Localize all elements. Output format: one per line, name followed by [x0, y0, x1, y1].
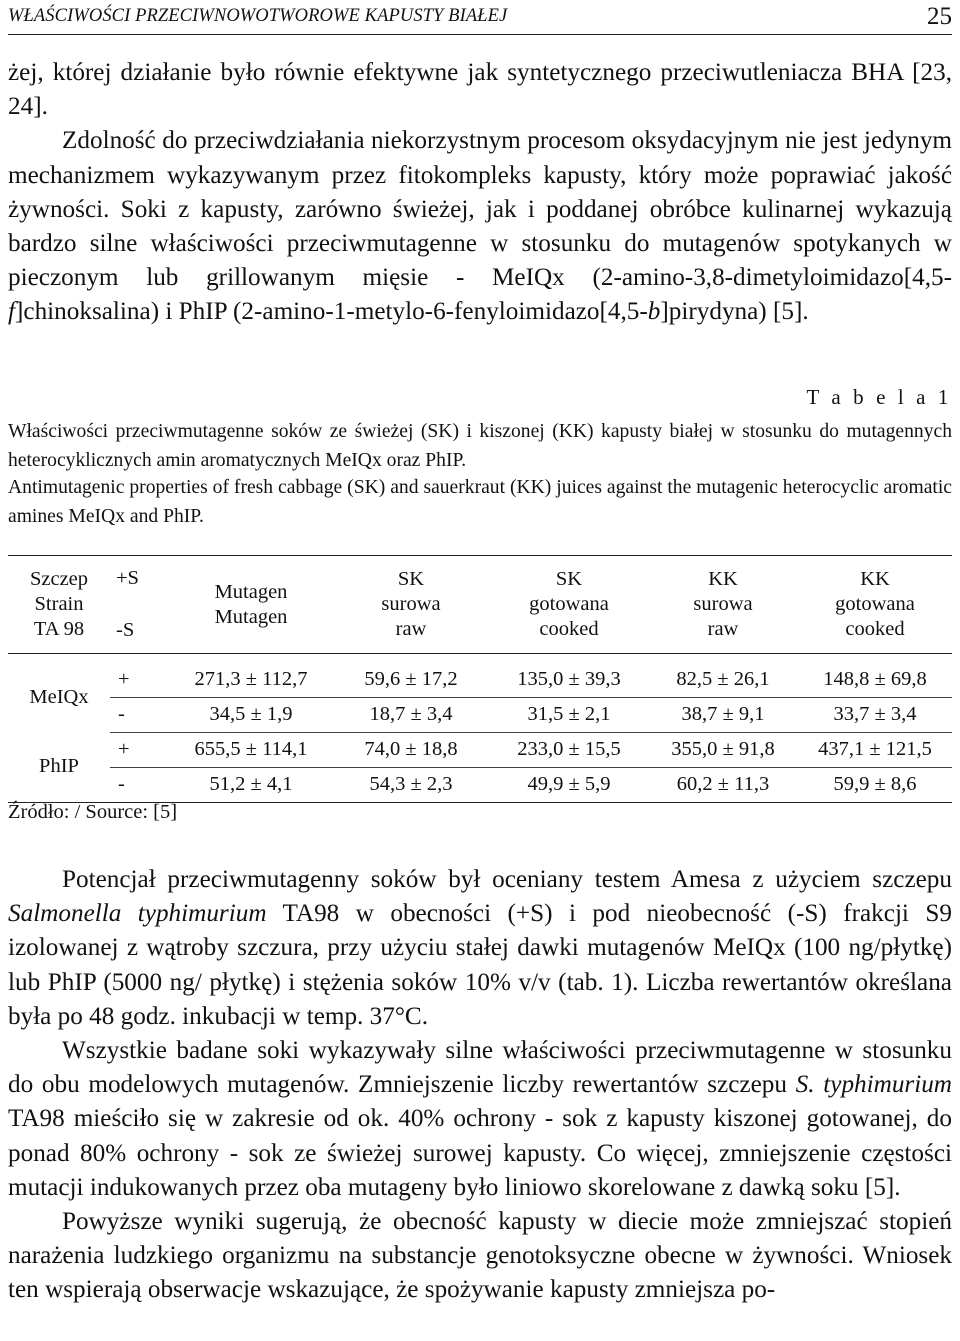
page-number: 25: [927, 3, 952, 30]
table-caption-en: Antimutagenic properties of fresh cabbage (SK) and sauerkraut (KK) juices against the mutagenic heterocyclic aromatic amines MeIQx and PhIP.: [8, 477, 952, 527]
intro-line-a: żej, której działanie było równie efektywne jak syntetycznego przeciwutleniacza BHA [23, 24].: [8, 59, 952, 121]
table-caption-pl: Właściwości przeciwmutagenne soków ze świeżej (SK) i kiszonej (KK) kapusty białej w stosunku do mutagennych heterocyklicznych amin aromatycznych MeIQx oraz PhIP.: [8, 421, 952, 471]
table-label: T a b e l a 1: [806, 385, 952, 409]
italic-species-short: S. typhimurium: [795, 1071, 952, 1099]
intro-italic-b: b: [647, 298, 661, 326]
table-row: MeIQx + 271,3 ± 112,7 59,6 ± 17,2 135,0 ± 39,3 82,5 ± 26,1 148,8 ± 69,8: [8, 663, 952, 698]
header-mutagen: Mutagen Mutagen: [214, 580, 288, 628]
intro-paragraph: [8, 56, 952, 330]
intro-line-b: Zdolność do przeciwdziałania niekorzystnym procesom oksydacyjnym nie jest jedynym mechanizmem wykazywanym przez fitokompleks kapusty, który może poprawiać jakość żywności. Soki z kapusty, zarówno świeżej, jak i poddanej obróbce kulinarnej wykazują bardzo silne właściwości przeciwmutagenne w stosunku do mutagenów spotykanych w pieczonym lub grillowanym mięsie - MeIQx (2-amino-3,8-dimetyloimidazo[4,5-: [8, 127, 952, 292]
row-mutagen-phip: PhIP: [8, 732, 110, 802]
intro-line-c: ]chinoksalina) i PhIP (2-amino-1-metylo-6-fenyloimidazo[4,5-: [15, 298, 648, 326]
table-header-row: [8, 556, 952, 654]
header-sk-cooked: SK gotowana cooked: [529, 568, 609, 640]
running-header: [8, 4, 952, 35]
results-table: [8, 555, 952, 803]
row-mutagen-meiqx: MeIQx: [29, 685, 89, 708]
header-s9: +S -S: [116, 567, 139, 641]
header-strain: Szczep Strain TA 98: [29, 568, 89, 640]
table-row: PhIP + 655,5 ± 114,1 74,0 ± 18,8 233,0 ± 15,5 355,0 ± 91,8 437,1 ± 121,5: [8, 732, 952, 767]
intro-line-d: ]pirydyna) [5].: [660, 298, 809, 326]
header-kk-cooked: KK gotowana cooked: [835, 568, 915, 640]
header-kk-raw: KK surowa raw: [693, 568, 753, 640]
intro-italic-f: f: [8, 298, 15, 326]
running-title: WŁAŚCIWOŚCI PRZECIWNOWOTWOROWE KAPUSTY BIAŁEJ: [8, 6, 508, 26]
table-source: Źródło: / Source: [5]: [8, 801, 178, 823]
table-row: - 34,5 ± 1,9 18,7 ± 3,4 31,5 ± 2,1 38,7 ± 9,1 33,7 ± 3,4: [8, 697, 952, 732]
header-sk-raw: SK surowa raw: [381, 568, 441, 640]
table-row: - 51,2 ± 4,1 54,3 ± 2,3 49,9 ± 5,9 60,2 ± 11,3 59,9 ± 8,6: [8, 767, 952, 802]
italic-species: Salmonella typhimurium: [8, 900, 267, 928]
body-paragraphs: Potencjał przeciwmutagenny soków był oceniany testem Amesa z użyciem szczepu Salmonella typhimurium TA98 w obecności (+S) i pod nieobecność (-S) frakcji S9 izolowanej z wątroby szczura, przy użyciu stałej dawki mutagenów MeIQx (100 ng/płytkę) lub PhIP (5000 ng/ płytkę) i stężenia soków 10% v/v (tab. 1). Liczba rewertantów określana była po 48 godz. inkubacji w temp. 37°C. Wszystkie badane soki wykazywały silne właściwości przeciwmutagenne w stosunku do obu modelowych mutagenów. Zmniejszenie liczby rewertantów szczepu S. typhimurium TA98 mieściło się w zakresie od ok. 40% ochrony - sok z kapusty kiszonej gotowanej, do ponad 80% ochrony - sok ze świeżej surowej kapusty. Co więcej, zmniejszenie częstości mutacji indukowanych przez oba mutageny było liniowo skorelowane z dawką soku [5]. Powyższe wyniki sugerują, że obecność kapusty w diecie może zmniejszać stopień narażenia ludzkiego organizmu na substancje genotoksyczne obecne w żywności. Wniosek ten wspierają obserwacje wskazujące, że spożywanie kapusty zmniejsza po-: [8, 866, 952, 1304]
